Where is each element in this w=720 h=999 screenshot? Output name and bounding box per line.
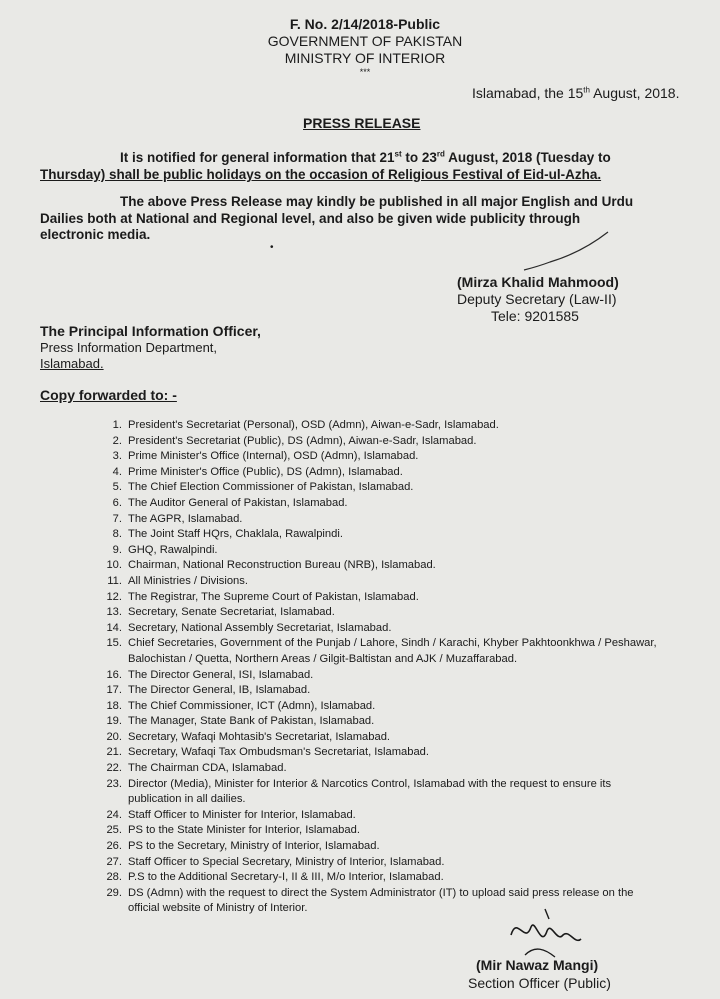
signatory2-designation: Section Officer (Public) (468, 975, 611, 991)
list-item-text: The Auditor General of Pakistan, Islamabad. (128, 496, 348, 509)
list-item-text: Chairman, National Reconstruction Bureau (NRB), Islamabad. (128, 559, 436, 572)
list-item (98, 761, 658, 777)
list-item (98, 449, 658, 465)
list-item-text: The Chief Election Commissioner of Pakistan, Islamabad. (128, 481, 414, 494)
signatory1-designation: Deputy Secretary (Law-II) (457, 291, 617, 307)
list-item-text: Prime Minister's Office (Public), DS (Admn), Islamabad. (128, 465, 403, 478)
list-item-text: PS to the State Minister for Interior, Islamabad. (128, 824, 360, 837)
list-item-number: 29. (106, 886, 122, 899)
para2-line2: Dailies both at National and Regional level, and also be given wide publicity through (40, 211, 581, 226)
list-item (98, 590, 658, 606)
list-item-number: 18. (106, 699, 122, 712)
signatory2-name: (Mir Nawaz Mangi) (476, 957, 599, 973)
list-item (98, 823, 658, 839)
list-item (98, 714, 658, 730)
list-item (98, 543, 658, 559)
addressee-line1: The Principal Information Officer, (40, 323, 261, 339)
list-item-number: 11. (107, 574, 122, 587)
list-item-number: 28. (106, 871, 122, 884)
list-item-number: 26. (106, 840, 122, 853)
list-item (98, 558, 658, 574)
list-item-number: 4. (112, 465, 122, 478)
list-item-text: The Joint Staff HQrs, Chaklala, Rawalpindi. (128, 528, 343, 541)
list-item-text: Secretary, Wafaqi Mohtasib's Secretariat, Islamabad. (128, 730, 391, 743)
list-item (98, 512, 658, 528)
list-item (98, 480, 658, 496)
list-item (98, 496, 658, 512)
list-item-text: Secretary, National Assembly Secretariat, Islamabad. (128, 621, 392, 634)
addressee-line2: Press Information Department, (40, 340, 218, 355)
list-item-text: The Director General, IB, Islamabad. (128, 684, 311, 697)
list-item (98, 745, 658, 761)
list-item-number: 21. (106, 746, 122, 759)
date-line: Islamabad, the 15th August, 2018. (472, 85, 680, 101)
list-item-text: Director (Media), Minister for Interior & Narcotics Control, Islamabad with the request to ensure its publication in all dailies. (128, 777, 612, 806)
list-item-text: DS (Admn) with the request to direct the System Administrator (IT) to upload said press release on the official website of Ministry of Interior. (128, 886, 634, 915)
list-item-number: 17. (106, 684, 122, 697)
list-item-number: 1. (112, 419, 122, 431)
list-item-number: 5. (112, 481, 122, 494)
list-item-text: Secretary, Wafaqi Tax Ombudsman's Secretariat, Islamabad. (128, 746, 430, 759)
list-item-number: 27. (106, 855, 122, 868)
press-release-title: PRESS RELEASE (303, 115, 421, 131)
list-item-text: Chief Secretaries, Government of the Punjab / Lahore, Sindh / Karachi, Khyber Pakhtoonkhwa / Peshawar, Balochistan / Quetta, Northern Areas / Gilgit-Baltistan and AJK / Muzaffarabad. (128, 637, 657, 665)
list-item (98, 870, 658, 886)
list-item-text: All Ministries / Divisions. (128, 574, 248, 587)
government-heading: GOVERNMENT OF PAKISTAN (267, 33, 463, 49)
list-item-text: Staff Officer to Minister for Interior, Islamabad. (128, 808, 356, 821)
list-item-number: 8. (112, 528, 122, 541)
header-stars: *** (359, 67, 371, 77)
list-item-number: 3. (112, 450, 122, 463)
copy-forwarded-list (98, 418, 658, 917)
list-item-number: 25. (106, 824, 122, 837)
para1-line2: Thursday) shall be public holidays on the occasion of Religious Festival of Eid-ul-Azha. (40, 167, 602, 182)
list-item-text: The Chief Commissioner, ICT (Admn), Islamabad. (128, 699, 376, 712)
list-item (98, 636, 658, 667)
file-number: F. No. 2/14/2018-Public (289, 16, 441, 32)
list-item-text: The Registrar, The Supreme Court of Pakistan, Islamabad. (128, 590, 419, 603)
addressee-line3: Islamabad. (40, 356, 104, 371)
list-item (98, 527, 658, 543)
list-item (98, 839, 658, 855)
list-item (98, 418, 658, 434)
list-item-number: 15. (106, 637, 122, 650)
list-item (98, 434, 658, 450)
list-item (98, 621, 658, 637)
list-item (98, 465, 658, 481)
list-item (98, 574, 658, 590)
signatory1-tele: Tele: 9201585 (491, 308, 579, 324)
list-item (98, 855, 658, 871)
list-item (98, 683, 658, 699)
list-item (98, 777, 658, 808)
list-item-number: 6. (112, 496, 122, 509)
list-item-number: 14. (106, 621, 122, 634)
list-item-number: 10. (106, 559, 122, 572)
list-item-number: 7. (112, 512, 122, 525)
signatory1-name: (Mirza Khalid Mahmood) (457, 274, 619, 290)
list-item-text: The Manager, State Bank of Pakistan, Islamabad. (128, 715, 375, 728)
list-item-number: 23. (106, 777, 122, 790)
list-item-text: Prime Minister's Office (Internal), OSD (Admn), Islamabad. (128, 450, 419, 463)
list-item-text: The Chairman CDA, Islamabad. (128, 762, 287, 775)
ministry-heading: MINISTRY OF INTERIOR (284, 50, 446, 66)
list-item (98, 605, 658, 621)
list-item (98, 668, 658, 684)
list-item-text: GHQ, Rawalpindi. (128, 543, 218, 556)
dot-mark: • (270, 242, 274, 253)
para2-line3: electronic media. (40, 227, 151, 242)
list-item (98, 699, 658, 715)
list-item-text: Secretary, Senate Secretariat, Islamabad. (128, 606, 335, 619)
list-item-text: P.S to the Additional Secretary-I, II & III, M/o Interior, Islamabad. (128, 871, 444, 884)
list-item-text: Staff Officer to Special Secretary, Ministry of Interior, Islamabad. (128, 855, 445, 868)
list-item-text: PS to the Secretary, Ministry of Interior, Islamabad. (128, 840, 380, 853)
list-item-text: The Director General, ISI, Islamabad. (128, 668, 314, 681)
list-item-number: 24. (106, 808, 122, 821)
list-item-number: 2. (112, 434, 122, 447)
signature-mir-nawaz-mangi (505, 905, 585, 960)
para1-line1: It is notified for general information that 21st to 23rd August, 2018 (Tuesday to (120, 149, 611, 165)
list-item-number: 22. (106, 762, 122, 775)
list-item (98, 808, 658, 824)
list-item (98, 730, 658, 746)
para2-line1: The above Press Release may kindly be published in all major English and Urdu (120, 194, 634, 209)
list-item-number: 13. (106, 606, 122, 619)
list-item-number: 19. (106, 715, 122, 728)
list-item-text: President's Secretariat (Personal), OSD (Admn), Aiwan-e-Sadr, Islamabad. (128, 419, 499, 431)
signature-mirza-khalid-mahmood (520, 228, 615, 273)
copy-forwarded-heading: Copy forwarded to: - (40, 387, 177, 403)
list-item-number: 12. (106, 590, 122, 603)
list-item-text: President's Secretariat (Public), DS (Admn), Aiwan-e-Sadr, Islamabad. (128, 434, 477, 447)
list-item-number: 20. (106, 730, 122, 743)
list-item-number: 9. (112, 543, 122, 556)
list-item-number: 16. (106, 668, 122, 681)
list-item-text: The AGPR, Islamabad. (128, 512, 243, 525)
